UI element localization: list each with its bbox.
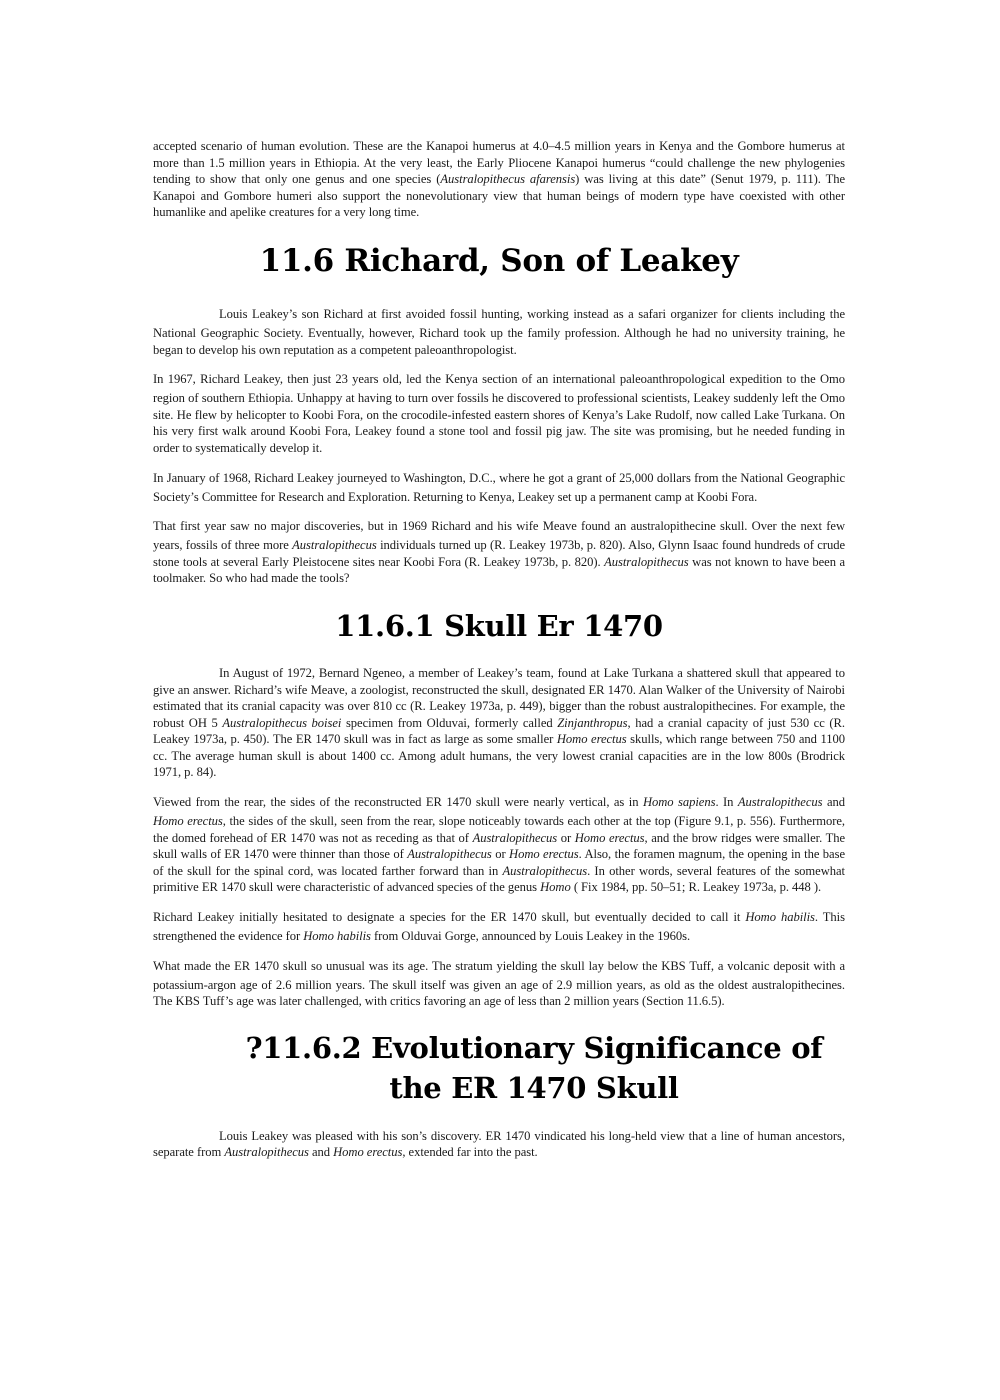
italic-term: Australopithecus: [472, 830, 558, 845]
text-run: In 1967, Richard Leakey, then just 23 years old, led the Kenya section of an international paleoanthropological expedition to the Omo region of southern Ethiopia. Unhappy at having to turn over fossils he discovered to professional scientists, Leakey suddenly left the Omo site. He flew by helicopter to Koobi Fora, on the crocodile-infested eastern shores of Kenya’s Lake Rudolf, now called Lake Turkana. On his very first walk around Koobi Fora, Leakey found a stone tool and fossil pig jaw. The site was promising, but he needed funding in order to systematically develop it.: [153, 372, 845, 455]
section-heading-11-6-2: ?11.6.2 Evolutionary Significance of the ER 1470 Skull: [245, 1030, 823, 1105]
paragraph-11-6-1-3: [153, 906, 845, 945]
text-run: and: [308, 1145, 334, 1160]
text-run: Louis Leakey was pleased with his son’s discovery. ER 1470 vindicated his long-held view that a line of human ancestors, separate from: [153, 1128, 845, 1160]
text-run: . In: [715, 795, 738, 810]
text-run: That first year saw no major discoveries, but in 1969 Richard and his wife Meave found an australopithecine skull. Over the next few years, fossils of three more: [153, 519, 845, 553]
italic-term: Homo habilis: [745, 910, 815, 925]
italic-term: Homo: [540, 880, 571, 895]
paragraph-11-6-2: [153, 368, 845, 456]
text-run: . This strengthened the evidence for: [153, 910, 845, 944]
italic-term: Homo erectus: [509, 847, 579, 862]
italic-term: Australopithecus: [224, 1145, 309, 1160]
italic-term: Homo sapiens: [642, 795, 716, 810]
text-run: , and the brow ridges were smaller. The skull walls of ER 1470 were thinner than those of: [153, 830, 846, 862]
text-run: ( Fix 1984, pp. 50–51; R. Leakey 1973a, p. 448 ).: [570, 880, 822, 895]
section-heading-11-6: 11.6 Richard, Son of Leakey: [259, 242, 739, 279]
document-page: [153, 138, 845, 1161]
text-run: and: [822, 795, 845, 810]
text-run: specimen from Olduvai, formerly called: [341, 715, 558, 730]
paragraph-11-6-4: [153, 515, 845, 587]
paragraph-11-6-1-1: [153, 665, 845, 781]
text-run: ) was living at this date” (Senut 1979, p. 111). The Kanapoi and Gombore humeri also support the nonevolutionary view that human beings of modern type have coexisted with other humanlike and apelike creatures for a very long time.: [153, 172, 846, 220]
text-run: Louis Leakey’s son Richard at first avoided fossil hunting, working instead as a safari organizer for clients including the National Geographic Society. Eventually, however, Richard took up the family profession. Although he had no university training, he began to develop his own reputation as a competent paleoanthropologist.: [153, 306, 845, 357]
text-run: accepted scenario of human evolution. These are the Kanapoi humerus at 4.0–4.5 million years in Kenya and the Gombore humerus at more than 1.5 million years in Ethiopia. At the very least, the Early Pliocene Kanapoi humerus “could challenge the new phylogenies tending to show that only one genus and one species (: [153, 139, 845, 187]
italic-term: Australopithecus: [292, 538, 377, 553]
text-run: . Also, the foramen magnum, the opening in the base of the skull for the spinal cord, was located farther forward than in: [153, 847, 845, 878]
section-heading-11-6-1: 11.6.1 Skull Er 1470: [335, 608, 663, 643]
text-run: Richard Leakey initially hesitated to designate a species for the ER 1470 skull, but eventually decided to call it: [153, 910, 746, 925]
text-run: Viewed from the rear, the sides of the reconstructed ER 1470 skull were nearly vertical, as in: [153, 795, 643, 810]
italic-term: Homo erectus: [153, 814, 223, 829]
paragraph-11-6-2-1: [153, 1128, 845, 1161]
italic-term: Australopithecus boisei: [222, 715, 342, 730]
paragraph-11-6-3: [153, 467, 845, 506]
text-run: , the sides of the skull, seen from the rear, slope noticeably towards each other at the top (Figure 9.1, p. 556). Furthermore, the domed forehead of ER 1470 was not as receding as that of: [153, 814, 845, 845]
text-run: . In other words, several features of the somewhat primitive ER 1470 skull were characteristic of advanced species of the genus: [153, 863, 845, 895]
text-run: skulls, which range between 750 and 1100 cc. The average human skull is about 1400 cc. Among adult humans, the very lowest cranial capacities are in the low 800s (Brodrick 1971, p. 84).: [153, 732, 845, 780]
text-run: What made the ER 1470 skull so unusual was its age. The stratum yielding the skull lay below the KBS Tuff, a volcanic deposit with a potassium-argon age of 2.6 million years. The skull itself was given an age of 2.9 million years, as old as the oldest australopithecines. The KBS Tuff’s age was later challenged, with critics favoring an age of less than 2 million years (Section 11.6.5).: [153, 958, 845, 1009]
italic-term: Australopithecus: [407, 847, 492, 862]
text-run: , had a cranial capacity of just 530 cc (R. Leakey 1973a, p. 450). The ER 1470 skull was in fact as large as some smaller: [153, 715, 845, 747]
text-run: In January of 1968, Richard Leakey journeyed to Washington, D.C., where he got a grant of 25,000 dollars from the National Geographic Society’s Committee for Research and Exploration. Returning to Kenya, Leakey set up a permanent camp at Koobi Fora.: [153, 470, 845, 504]
italic-term: Homo habilis: [303, 929, 371, 944]
text-run: was not known to have been a toolmaker. So who had made the tools?: [153, 554, 845, 586]
text-run: or: [491, 847, 510, 862]
text-run: In August of 1972, Bernard Ngeneo, a member of Leakey’s team, found at Lake Turkana a shattered skull that appeared to give an answer. Richard’s wife Meave, a zoologist, reconstructed the skull, designated ER 1470. Alan Walker of the University of Nairobi estimated that its cranial capacity was over 810 cc (R. Leakey 1973a, p. 449), bigger than the robust australopithecines. For example, the robust OH 5: [153, 665, 845, 730]
text-run: individuals turned up (R. Leakey 1973b, p. 820). Also, Glynn Isaac found hundreds of crude stone tools at several Early Pleistocene sites near Koobi Fora (R. Leakey 1973b, p. 820).: [153, 538, 845, 569]
text-run: or: [557, 830, 575, 845]
italic-term: Homo erectus: [556, 732, 627, 747]
paragraph-11-6-1: [153, 303, 845, 358]
italic-term: Australopithecus afarensis: [440, 172, 576, 187]
text-run: from Olduvai Gorge, announced by Louis Leakey in the 1960s.: [370, 929, 691, 944]
italic-term: Australopithecus: [502, 863, 588, 878]
intro-paragraph: [153, 138, 845, 221]
italic-term: Australopithecus: [604, 554, 689, 569]
italic-term: Australopithecus: [737, 795, 823, 810]
italic-term: Homo erectus: [574, 830, 645, 845]
paragraph-11-6-1-4: [153, 955, 845, 1010]
paragraph-11-6-1-2: [153, 791, 845, 896]
italic-term: Homo erectus: [333, 1145, 403, 1160]
text-run: , extended far into the past.: [402, 1145, 538, 1160]
italic-term: Zinjanthropus: [557, 715, 628, 730]
